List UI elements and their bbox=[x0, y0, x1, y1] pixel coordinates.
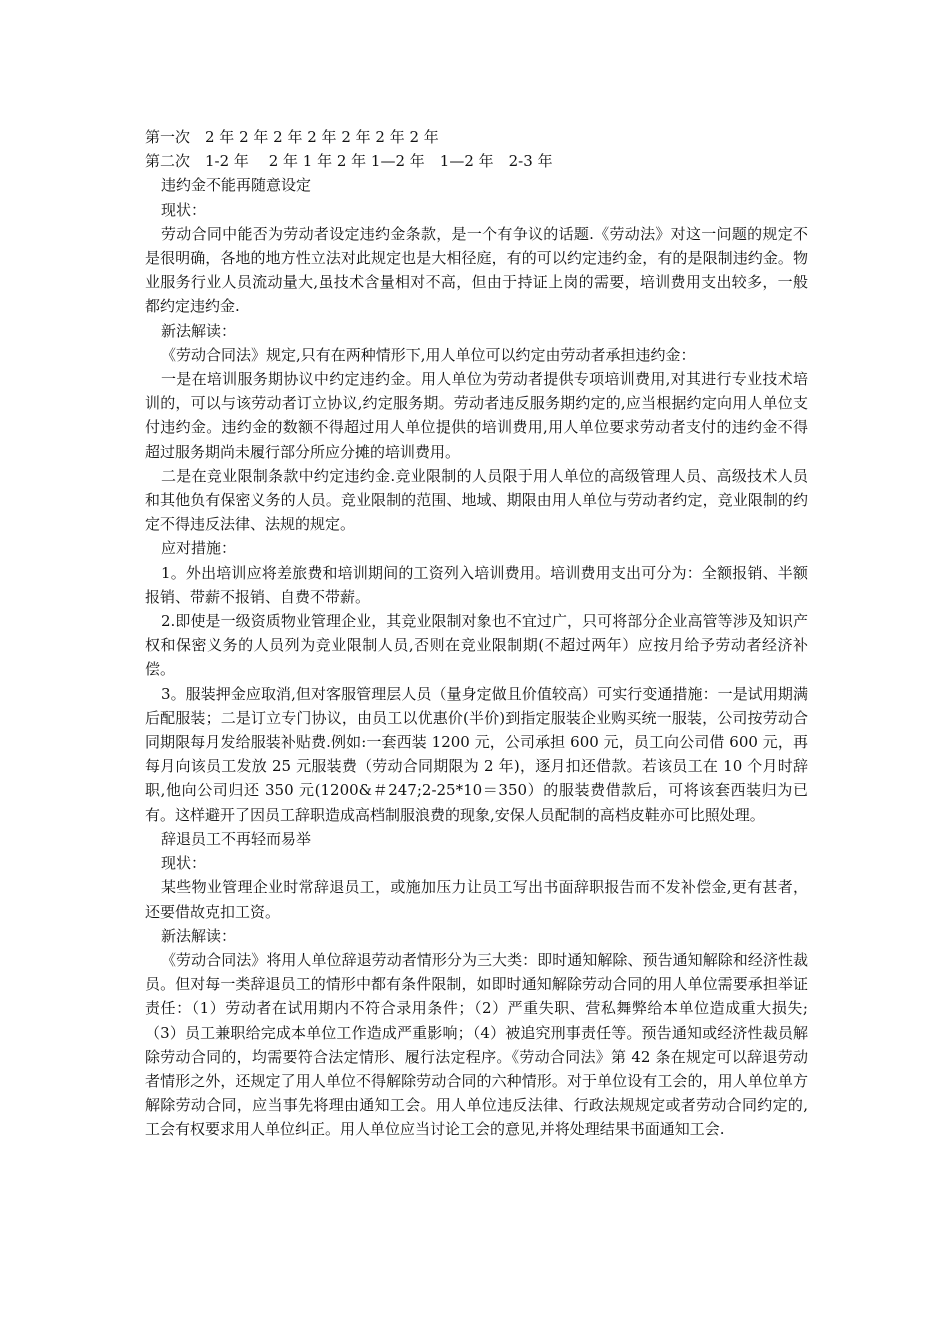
subheading-new-law: 新法解读： bbox=[161, 926, 237, 945]
list-item: 1。外出培训应将差旅费和培训期间的工资列入培训费用。培训费用支出可分为：全额报销、半额报销、带薪不报销、自费不带薪。 bbox=[145, 563, 808, 606]
paragraph: 二是在竞业限制条款中约定违约金.竞业限制的人员限于用人单位的高级管理人员、高级技术人员和其他负有保密义务的人员。竞业限制的范围、地域、期限由用人单位与劳动者约定，竞业限制的约定不得违反法律、法规的规定。 bbox=[145, 466, 808, 534]
list-item: 2.即使是一级资质物业管理企业，其竞业限制对象也不宜过广，只可将部分企业高管等涉及知识产权和保密义务的人员列为竞业限制人员,否则在竞业限制期(不超过两年）应按月给予劳动者经济补偿。 bbox=[145, 612, 808, 679]
paragraph-first-time: 第一次 2 年 2 年 2 年 2 年 2 年 2 年 2 年 bbox=[145, 128, 439, 146]
subheading-measures: 应对措施： bbox=[161, 539, 237, 558]
paragraph: 《劳动合同法》将用人单位辞退劳动者情形分为三大类：即时通知解除、预告通知解除和经济性裁员。但对每一类辞退员工的情形中都有条件限制，如即时通知解除劳动合同的用人单位需要承担举证责任：（1）劳动者在试用期内不符合录用条件；（2）严重失职、营私舞弊给本单位造成重大损失;（3）员工兼职给完成本单位工作造成严重影响；（4）被追究刑事责任等。预告通知或经济性裁员解除劳动合同的，均需要符合法定情形、履行法定程序。《劳动合同法》第 42 条在规定可以辞退劳动者情形之外，还规定了用人单位不得解除劳动合同的六种情形。对于单位设有工会的，用人单位单方解除劳动合同，应当事先将理由通知工会。用人单位违反法律、行政法规规定或者劳动合同约定的,工会有权要求用人单位纠正。用人单位应当讨论工会的意见,并将处理结果书面通知工会. bbox=[145, 950, 808, 1139]
paragraph: 一是在培训服务期协议中约定违约金。用人单位为劳动者提供专项培训费用,对其进行专业技术培训的，可以与该劳动者订立协议,约定服务期。劳动者违反服务期约定的,应当根据约定向用人单位支付违约金。违约金的数额不得超过用人单位提供的培训费用,用人单位要求劳动者支付的违约金不得超过服务期尚未履行部分所应分摊的培训费用。 bbox=[145, 370, 808, 461]
paragraph: 某些物业管理企业时常辞退员工，或施加压力让员工写出书面辞职报告而不发补偿金,更有甚者，还要借故克扣工资。 bbox=[145, 878, 808, 921]
paragraph: 《劳动合同法》规定,只有在两种情形下,用人单位可以约定由劳动者承担违约金： bbox=[161, 345, 696, 364]
subheading-status: 现状： bbox=[161, 200, 207, 219]
paragraph: 劳动合同中能否为劳动者设定违约金条款，是一个有争议的话题.《劳动法》对这一问题的规定不是很明确，各地的地方性立法对此规定也是大相径庭，有的可以约定违约金，有的是限制违约金。物业服务行业人员流动量大,虽技术含量相对不高，但由于持证上岗的需要，培训费用支出较多，一般都约定违约金. bbox=[145, 224, 808, 316]
list-item: 3。服装押金应取消,但对客服管理层人员（量身定做且价值较高）可实行变通措施：一是试用期满后配服装；二是订立专门协议，由员工以优惠价(半价)到指定服装企业购买统一服装，公司按劳动合同期限每月发给服装补贴费.例如:一套西装 1200 元，公司承担 600 元，员工向公司借 600 元，再每月向该员工发放 25 元服装费（劳动合同期限为 2 年)，逐月扣还借款。若该员工在 10 个月时辞职,他向公司归还 350 元(1200&＃247;2-25*10＝350）的服装费借款后，可将该套西装归为已有。这样避开了因员工辞职造成高档制服浪费的现象,安保人员配制的高档皮鞋亦可比照处理。 bbox=[145, 684, 808, 824]
section-heading-penalty: 违约金不能再随意设定 bbox=[161, 176, 312, 195]
document-body bbox=[145, 125, 808, 1142]
subheading-status: 现状： bbox=[161, 854, 207, 873]
subheading-new-law: 新法解读： bbox=[161, 321, 237, 340]
section-heading-dismissal: 辞退员工不再轻而易举 bbox=[161, 829, 312, 848]
paragraph-second-time: 第二次 1-2 年 2 年 1 年 2 年 1—2 年 1—2 年 2-3 年 bbox=[145, 152, 553, 171]
